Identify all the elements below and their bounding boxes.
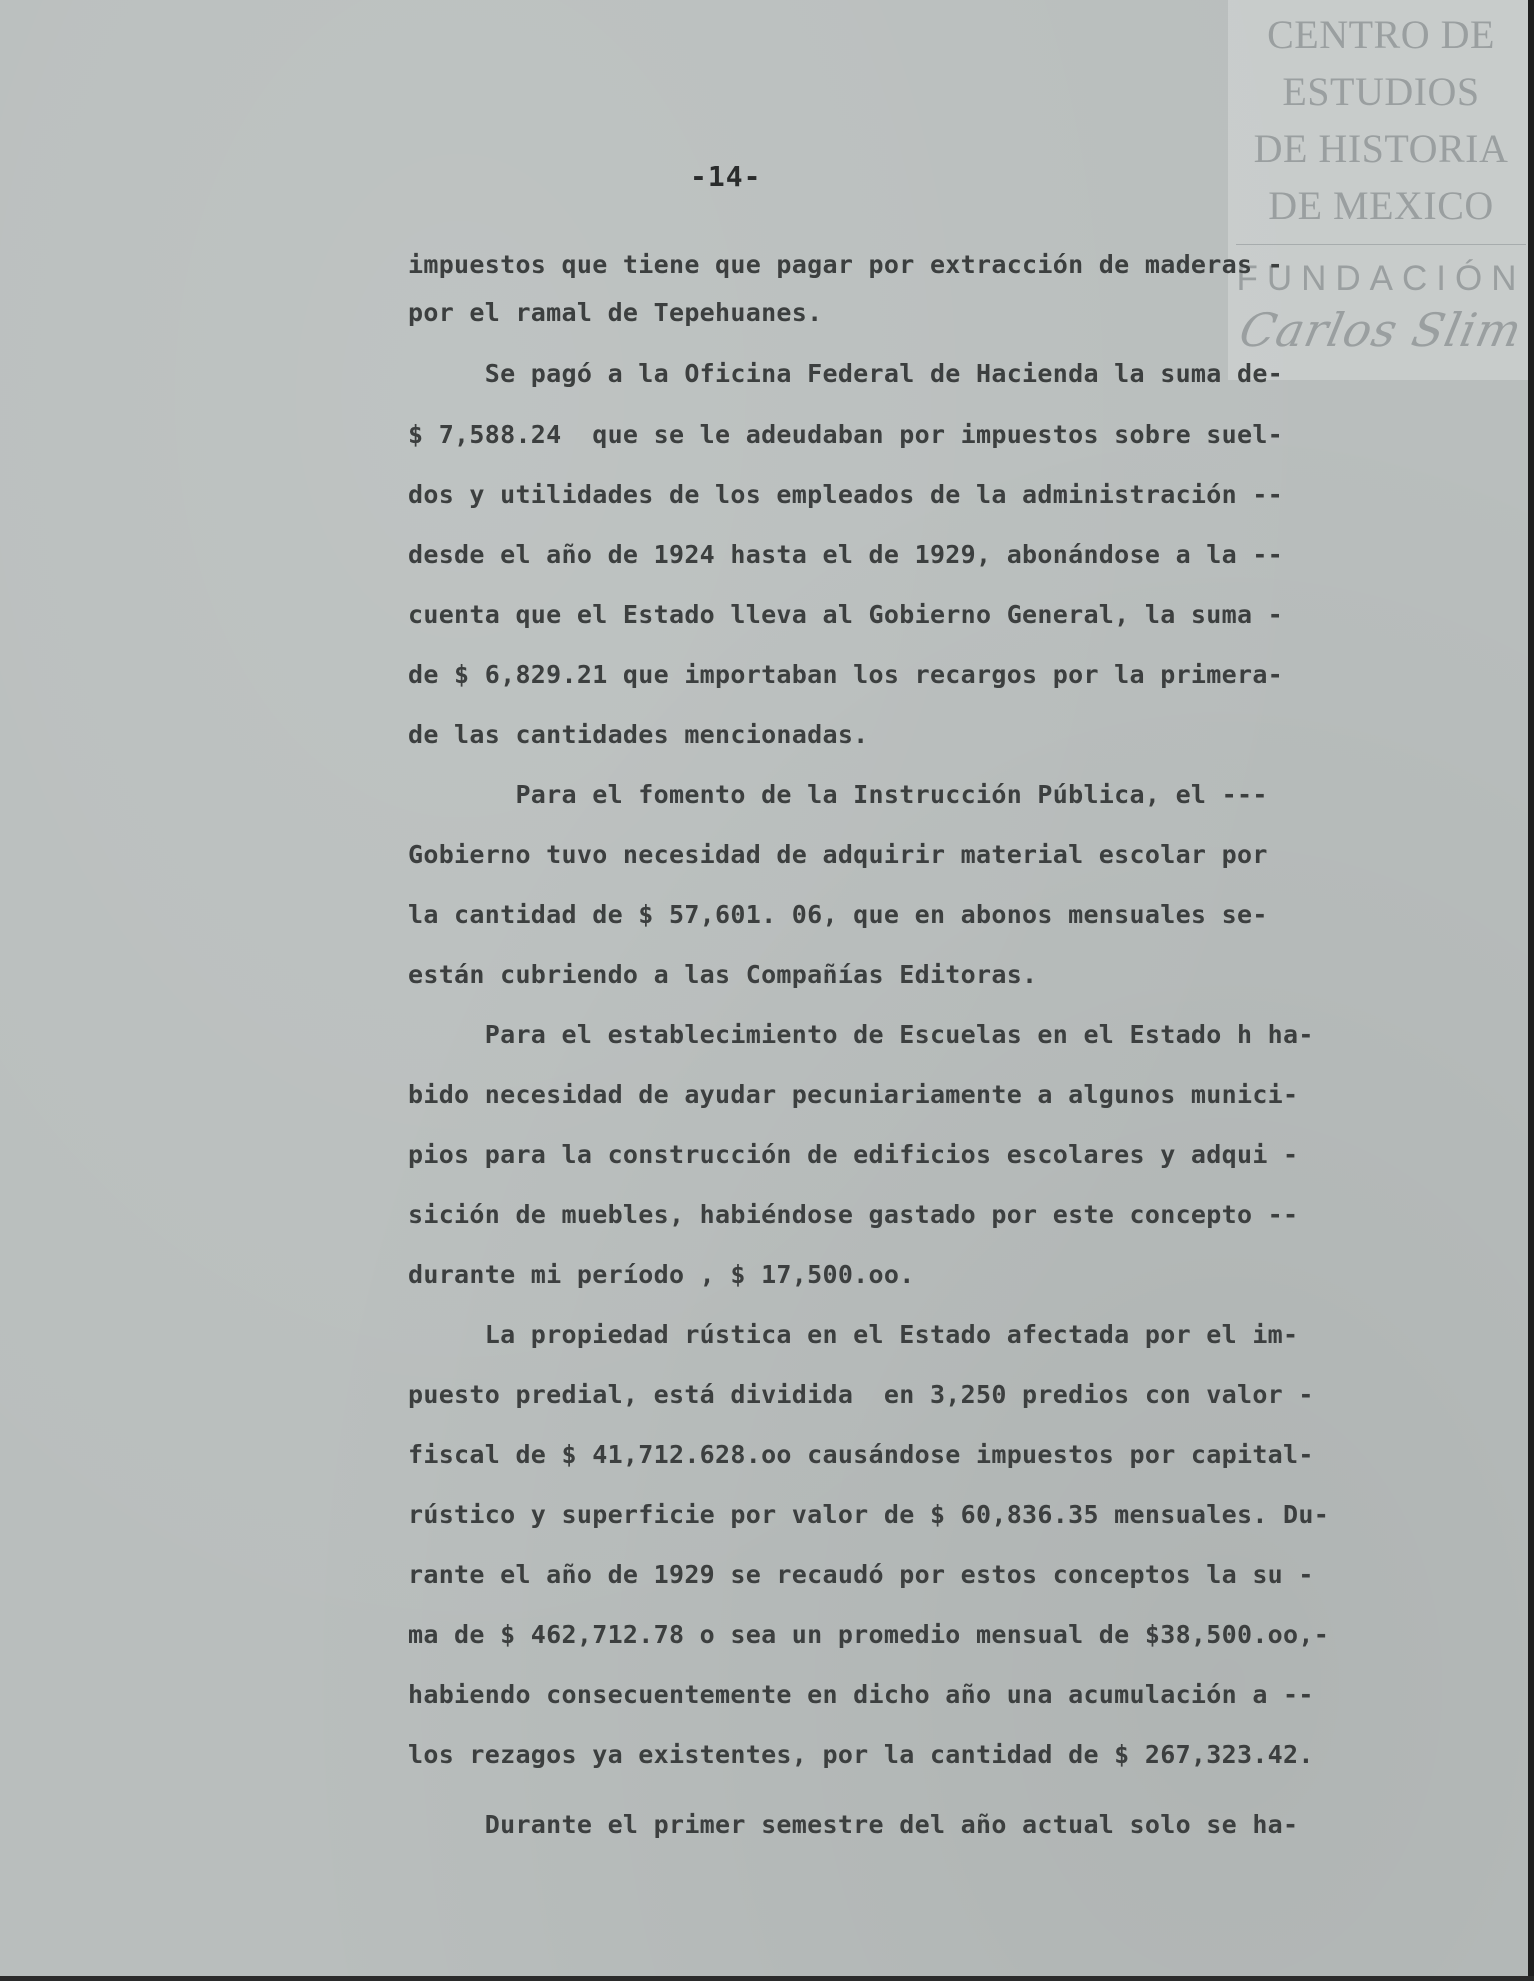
text-line: ma de $ 462,712.78 o sea un promedio mensual de $38,500.oo,- — [408, 1620, 1330, 1649]
text-line: la cantidad de $ 57,601. 06, que en abonos mensuales se- — [408, 900, 1268, 929]
text-line: puesto predial, está dividida en 3,250 predios con valor - — [408, 1380, 1314, 1409]
text-line: impuestos que tiene que pagar por extracción de maderas - — [408, 250, 1284, 279]
text-line: bido necesidad de ayudar pecuniariamente a algunos munici- — [408, 1080, 1299, 1109]
text-line: dos y utilidades de los empleados de la administración -- — [408, 480, 1284, 509]
watermark-fundacion: FUNDACIÓN — [1236, 259, 1526, 298]
watermark-divider — [1236, 244, 1526, 245]
watermark-line: DE HISTORIA — [1253, 126, 1509, 171]
text-line: Para el fomento de la Instrucción Pública, el --- — [408, 780, 1268, 809]
text-line: de las cantidades mencionadas. — [408, 720, 869, 749]
text-line: rante el año de 1929 se recaudó por estos conceptos la su - — [408, 1560, 1314, 1589]
archive-watermark — [1228, 0, 1534, 380]
watermark-line: ESTUDIOS — [1282, 69, 1480, 114]
text-line: desde el año de 1924 hasta el de 1929, abonándose a la -- — [408, 540, 1284, 569]
watermark-line: DE MEXICO — [1268, 183, 1494, 228]
page-number: -14- — [690, 160, 762, 193]
text-line: sición de muebles, habiéndose gastado por este concepto -- — [408, 1200, 1299, 1229]
text-line: de $ 6,829.21 que importaban los recargos por la primera- — [408, 660, 1284, 689]
watermark-institution — [1228, 6, 1534, 234]
text-line: pios para la construcción de edificios escolares y adqui - — [408, 1140, 1299, 1169]
text-line: habiendo consecuentemente en dicho año una acumulación a -- — [408, 1680, 1314, 1709]
watermark-signature: Carlos Slim — [1234, 303, 1528, 357]
text-line: Gobierno tuvo necesidad de adquirir material escolar por — [408, 840, 1268, 869]
scan-edge-right — [1528, 0, 1534, 1981]
text-line: Durante el primer semestre del año actual solo se ha- — [408, 1810, 1299, 1839]
text-line: Se pagó a la Oficina Federal de Hacienda la suma de- — [408, 359, 1284, 388]
text-line: durante mi período , $ 17,500.oo. — [408, 1260, 915, 1289]
text-line: los rezagos ya existentes, por la cantidad de $ 267,323.42. — [408, 1740, 1314, 1769]
text-line: están cubriendo a las Compañías Editoras. — [408, 960, 1038, 989]
text-line: Para el establecimiento de Escuelas en el Estado h ha- — [408, 1020, 1314, 1049]
text-line: por el ramal de Tepehuanes. — [408, 298, 823, 327]
scan-edge-bottom — [0, 1976, 1534, 1981]
text-line: $ 7,588.24 que se le adeudaban por impuestos sobre suel- — [408, 420, 1284, 449]
watermark-line: CENTRO DE — [1267, 12, 1495, 57]
text-line: rústico y superficie por valor de $ 60,836.35 mensuales. Du- — [408, 1500, 1330, 1529]
text-line: cuenta que el Estado lleva al Gobierno General, la suma - — [408, 600, 1284, 629]
text-line: fiscal de $ 41,712.628.oo causándose impuestos por capital- — [408, 1440, 1314, 1469]
text-line: La propiedad rústica en el Estado afectada por el im- — [408, 1320, 1299, 1349]
